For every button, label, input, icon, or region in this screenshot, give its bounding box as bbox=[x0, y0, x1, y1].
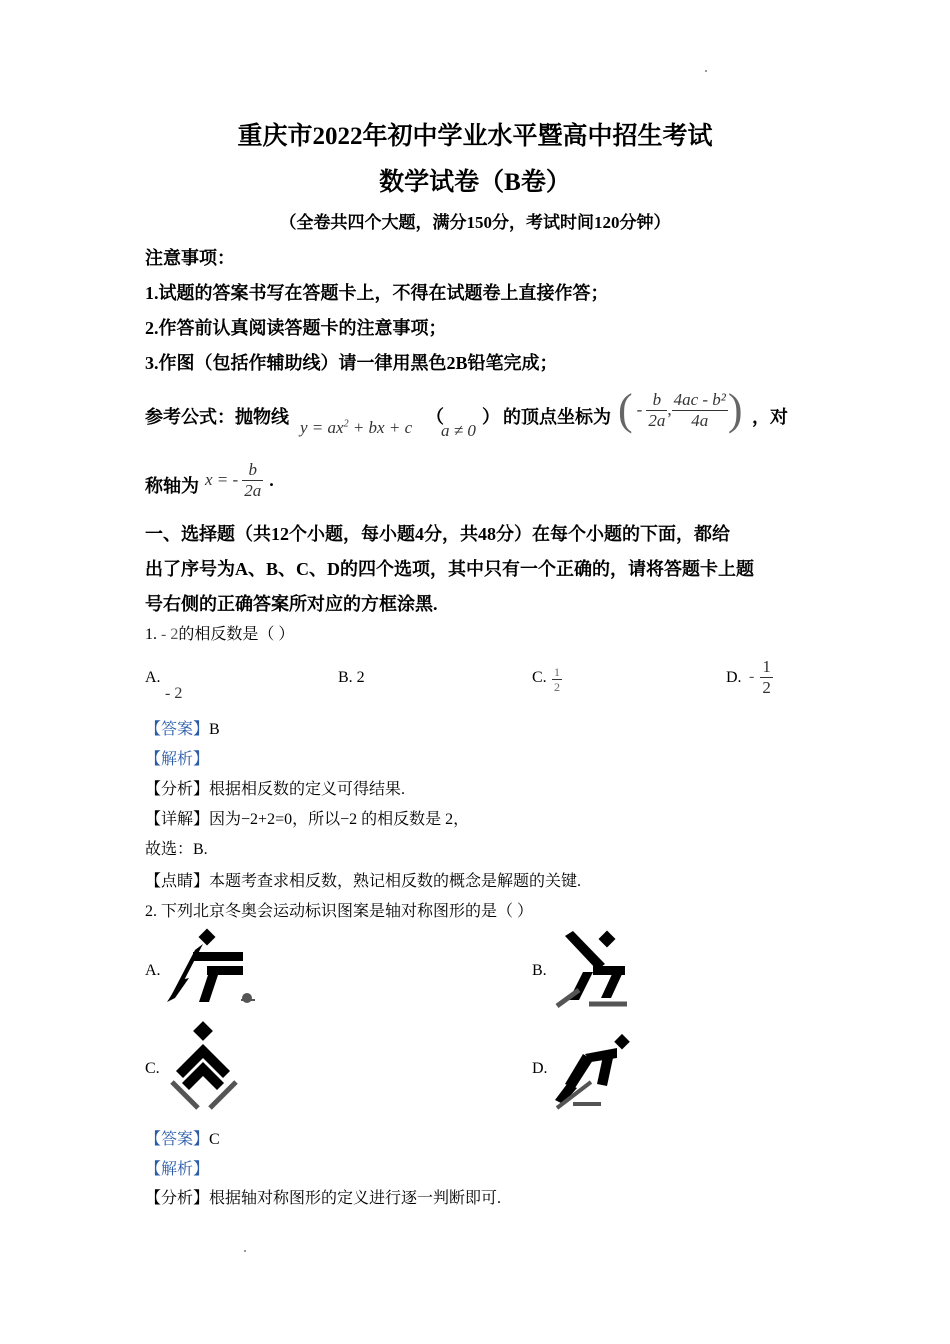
detail-line: 【详解】因为−2+2=0，所以−2 的相反数是 2， bbox=[145, 811, 470, 828]
fenxi-line: 【分析】根据轴对称图形的定义进行逐一判断即可. bbox=[145, 1190, 502, 1207]
axis-label: 称轴为 bbox=[145, 476, 199, 496]
notice-item: 3.作图（包括作辅助线）请一律用黑色2B铅笔完成； bbox=[145, 353, 558, 373]
ski-jump-pictogram-icon bbox=[553, 928, 638, 1013]
option-a-value: - 2 bbox=[165, 685, 183, 702]
option-a: A. bbox=[145, 962, 161, 979]
option-c-fraction: $\frac{1}{2}$ bbox=[554, 665, 560, 694]
scan-speck bbox=[244, 1250, 246, 1252]
cross-country-pictogram-icon bbox=[553, 1032, 635, 1114]
analysis-tag: 【解析】 bbox=[145, 1161, 210, 1178]
exam-note: （全卷共四个大题，满分150分，考试时间120分钟） bbox=[279, 213, 671, 232]
option-c: C. bbox=[532, 669, 547, 686]
option-b: B. bbox=[532, 962, 547, 979]
notice-item: 1.试题的答案书写在答题卡上，不得在试题卷上直接作答； bbox=[145, 283, 609, 303]
parabola-equation: $y = ax^2$ + bx + c bbox=[300, 418, 413, 437]
exam-subtitle: 数学试卷（B卷） bbox=[379, 169, 571, 196]
fraction: $\frac{\text{4ac - b²}}{4a}$ bbox=[673, 389, 726, 430]
notice-heading: 注意事项： bbox=[145, 248, 235, 268]
option-d-value: - $\frac{1}{2}$ bbox=[749, 656, 771, 697]
option-a: A. bbox=[145, 669, 161, 686]
option-d: D. bbox=[726, 669, 742, 686]
option-d: D. bbox=[532, 1060, 548, 1077]
section-text: 出了序号为A、B、C、D的四个选项，其中只有一个正确的，请将答题卡上题 bbox=[145, 559, 754, 579]
option-c: C. bbox=[145, 1060, 160, 1077]
condition-close: ） bbox=[482, 407, 500, 427]
question-2-stem: 2. 下列北京冬奥会运动标识图案是轴对称图形的是（ ） bbox=[145, 903, 534, 920]
condition-open: （ bbox=[426, 407, 444, 427]
comment-line: 【点睛】本题考查求相反数，熟记相反数的概念是解题的关键. bbox=[145, 873, 582, 890]
skating-pictogram-icon bbox=[165, 928, 260, 1013]
axis-formula: x = - $\frac{b}{2a}$ . bbox=[205, 459, 274, 500]
answer-line: 【答案】B bbox=[145, 721, 220, 738]
alpine-ski-pictogram-icon bbox=[168, 1020, 240, 1112]
condition-text: a ≠ 0 bbox=[441, 421, 476, 440]
section-heading: 一、选择题（共12个小题，每小题4分，共48分）在每个小题的下面，都给 bbox=[145, 524, 730, 544]
notice-item: 2.作答前认真阅读答题卡的注意事项； bbox=[145, 318, 447, 338]
left-bracket: ( bbox=[618, 385, 633, 434]
analysis-tag: 【解析】 bbox=[145, 751, 210, 768]
right-bracket: ) bbox=[727, 385, 743, 434]
fraction: $\frac{b}{2a}$ bbox=[648, 389, 666, 430]
choice-line: 故选：B. bbox=[145, 841, 208, 858]
section-text: 号右侧的正确答案所对应的方框涂黑. bbox=[145, 594, 438, 614]
fenxi-line: 【分析】根据相反数的定义可得结果. bbox=[145, 781, 406, 798]
scan-speck bbox=[705, 70, 707, 72]
option-b: B. 2 bbox=[338, 669, 365, 686]
exam-title: 重庆市2022年初中学业水平暨高中招生考试 bbox=[237, 123, 713, 150]
answer-line: 【答案】C bbox=[145, 1131, 220, 1148]
vertex-coordinates: ( - $\frac{b}{2a}$ , $\frac{\text{4ac - b²}}{4a}$ ) bbox=[618, 385, 743, 434]
question-1-stem: 1. - 2的相反数是（ ） bbox=[145, 626, 295, 643]
formula-continue: ，对 bbox=[752, 407, 788, 427]
vertex-label: 的顶点坐标为 bbox=[503, 407, 611, 427]
fraction: $\frac{b}{2a}$ bbox=[244, 459, 262, 500]
formula-label: 参考公式：抛物线 bbox=[145, 407, 289, 427]
